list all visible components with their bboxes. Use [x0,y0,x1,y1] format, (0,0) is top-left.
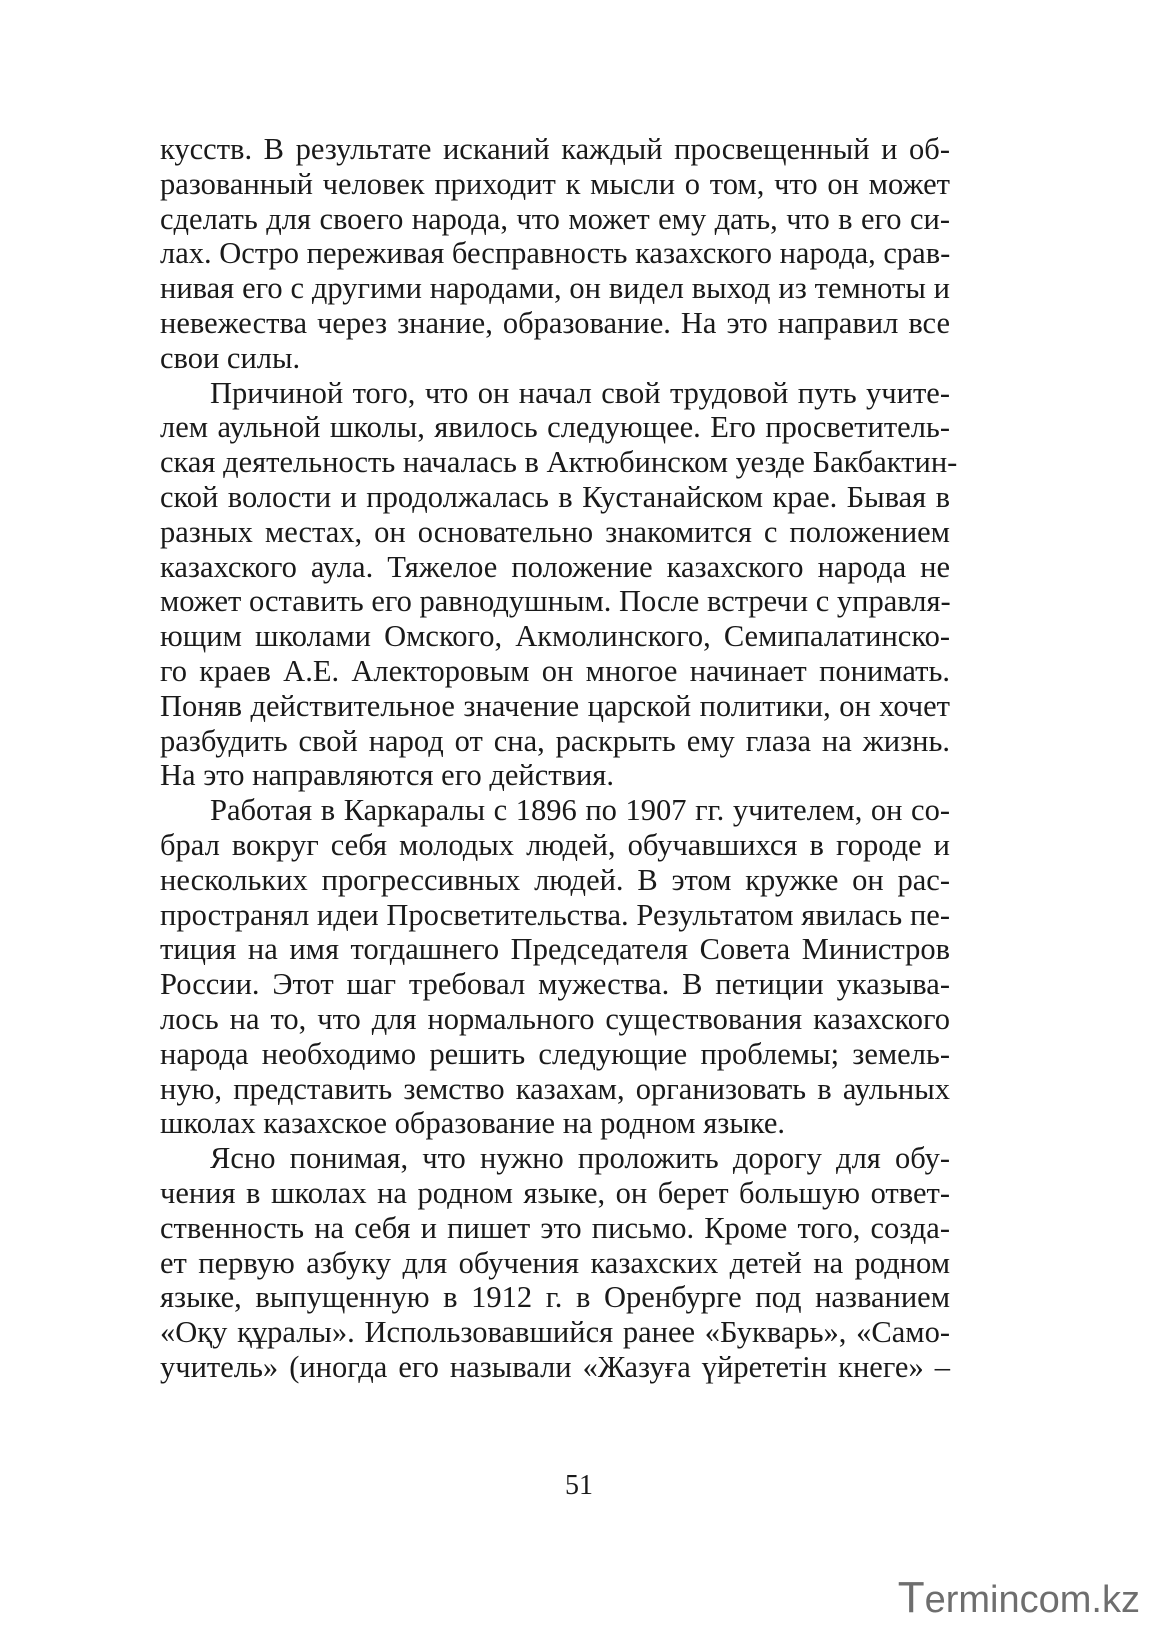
text-line: пространял идеи Просветительства. Результатом явилась пе- [160,897,950,932]
text-line: «Оқу құралы». Использовавшийся ранее «Букварь», «Само- [160,1315,950,1350]
text-line: лах. Остро переживая бесправность казахского народа, срав- [160,236,951,271]
text-line: Поняв действительное значение царской политики, он хочет [160,688,950,723]
search-icon: o [1038,1579,1060,1621]
text-line: чения в школах на родном языке, он берет большую ответ- [160,1175,950,1210]
page-body-text [160,132,958,1385]
text-line: го краев А.Е. Алекторовым он многое начинает понимать. [160,653,950,688]
text-line: России. Этот шаг требовал мужества. В петиции указыва- [160,967,950,1002]
text-line: ющим школами Омского, Акмолинского, Семипалатинско- [160,619,950,654]
text-line: тиция на имя тогдашнего Председателя Совета Министров [160,932,950,967]
text-line: нескольких прогрессивных людей. В этом кружке он рас- [160,862,950,897]
text-line: народа необходимо решить следующие проблемы; земель- [160,1036,950,1071]
text-line: ственность на себя и пишет это письмо. Кроме того, созда- [160,1210,950,1245]
text-line: ную, представить земство казахам, организовать в аульных [160,1071,950,1106]
text-line: невежества через знание, образование. На это направил все [160,305,950,340]
text-line: сделать для своего народа, что может ему дать, что в его си- [160,201,950,236]
text-line: ская деятельность началась в Актюбинском уезде Бакбактин- [160,445,958,480]
text-line: нивая его с другими народами, он видел выход из темноты и [160,271,950,306]
text-line: лем аульной школы, явилось следующее. Его просветитель- [160,410,950,445]
text-line: казахского аула. Тяжелое положение казахского народа не [160,549,950,584]
text-line: Ясно понимая, что нужно проложить дорогу для обу- [210,1141,950,1176]
text-line: ет первую азбуку для обучения казахских детей на родном [160,1245,950,1280]
text-line: разных местах, он основательно знакомится с положением [160,514,950,549]
text-line: Работая в Каркаралы с 1896 по 1907 гг. учителем, он со- [210,793,950,828]
text-line: Причиной того, что он начал свой трудовой путь учите- [210,375,950,410]
text-line: На это направляются его действия. [160,758,614,793]
text-line: учитель» (иногда его называли «Жазуға үйрететін кнеге» – [160,1349,950,1384]
text-line: разбудить свой народ от сна, раскрыть ему глаза на жизнь. [160,723,950,758]
text-line: разованный человек приходит к мысли о том, что он может [160,166,950,201]
text-line: брал вокруг себя молодых людей, обучавшихся в городе и [160,827,950,862]
text-line: может оставить его равнодушным. После встречи с управля- [160,584,951,619]
text-line: свои силы. [160,340,301,375]
text-line: лось на то, что для нормального существования казахского [160,1001,950,1036]
text-line: школах казахское образование на родном языке. [160,1106,786,1141]
text-line: ской волости и продолжалась в Кустанайском крае. Бывая в [160,479,950,514]
text-line: языке, выпущенную в 1912 г. в Оренбурге под названием [160,1280,950,1315]
page-number: 51 [565,1470,593,1501]
text-line: кусств. В результате исканий каждый просвещенный и об- [160,132,950,166]
termincom-watermark: Termincom.kz [897,1573,1140,1622]
